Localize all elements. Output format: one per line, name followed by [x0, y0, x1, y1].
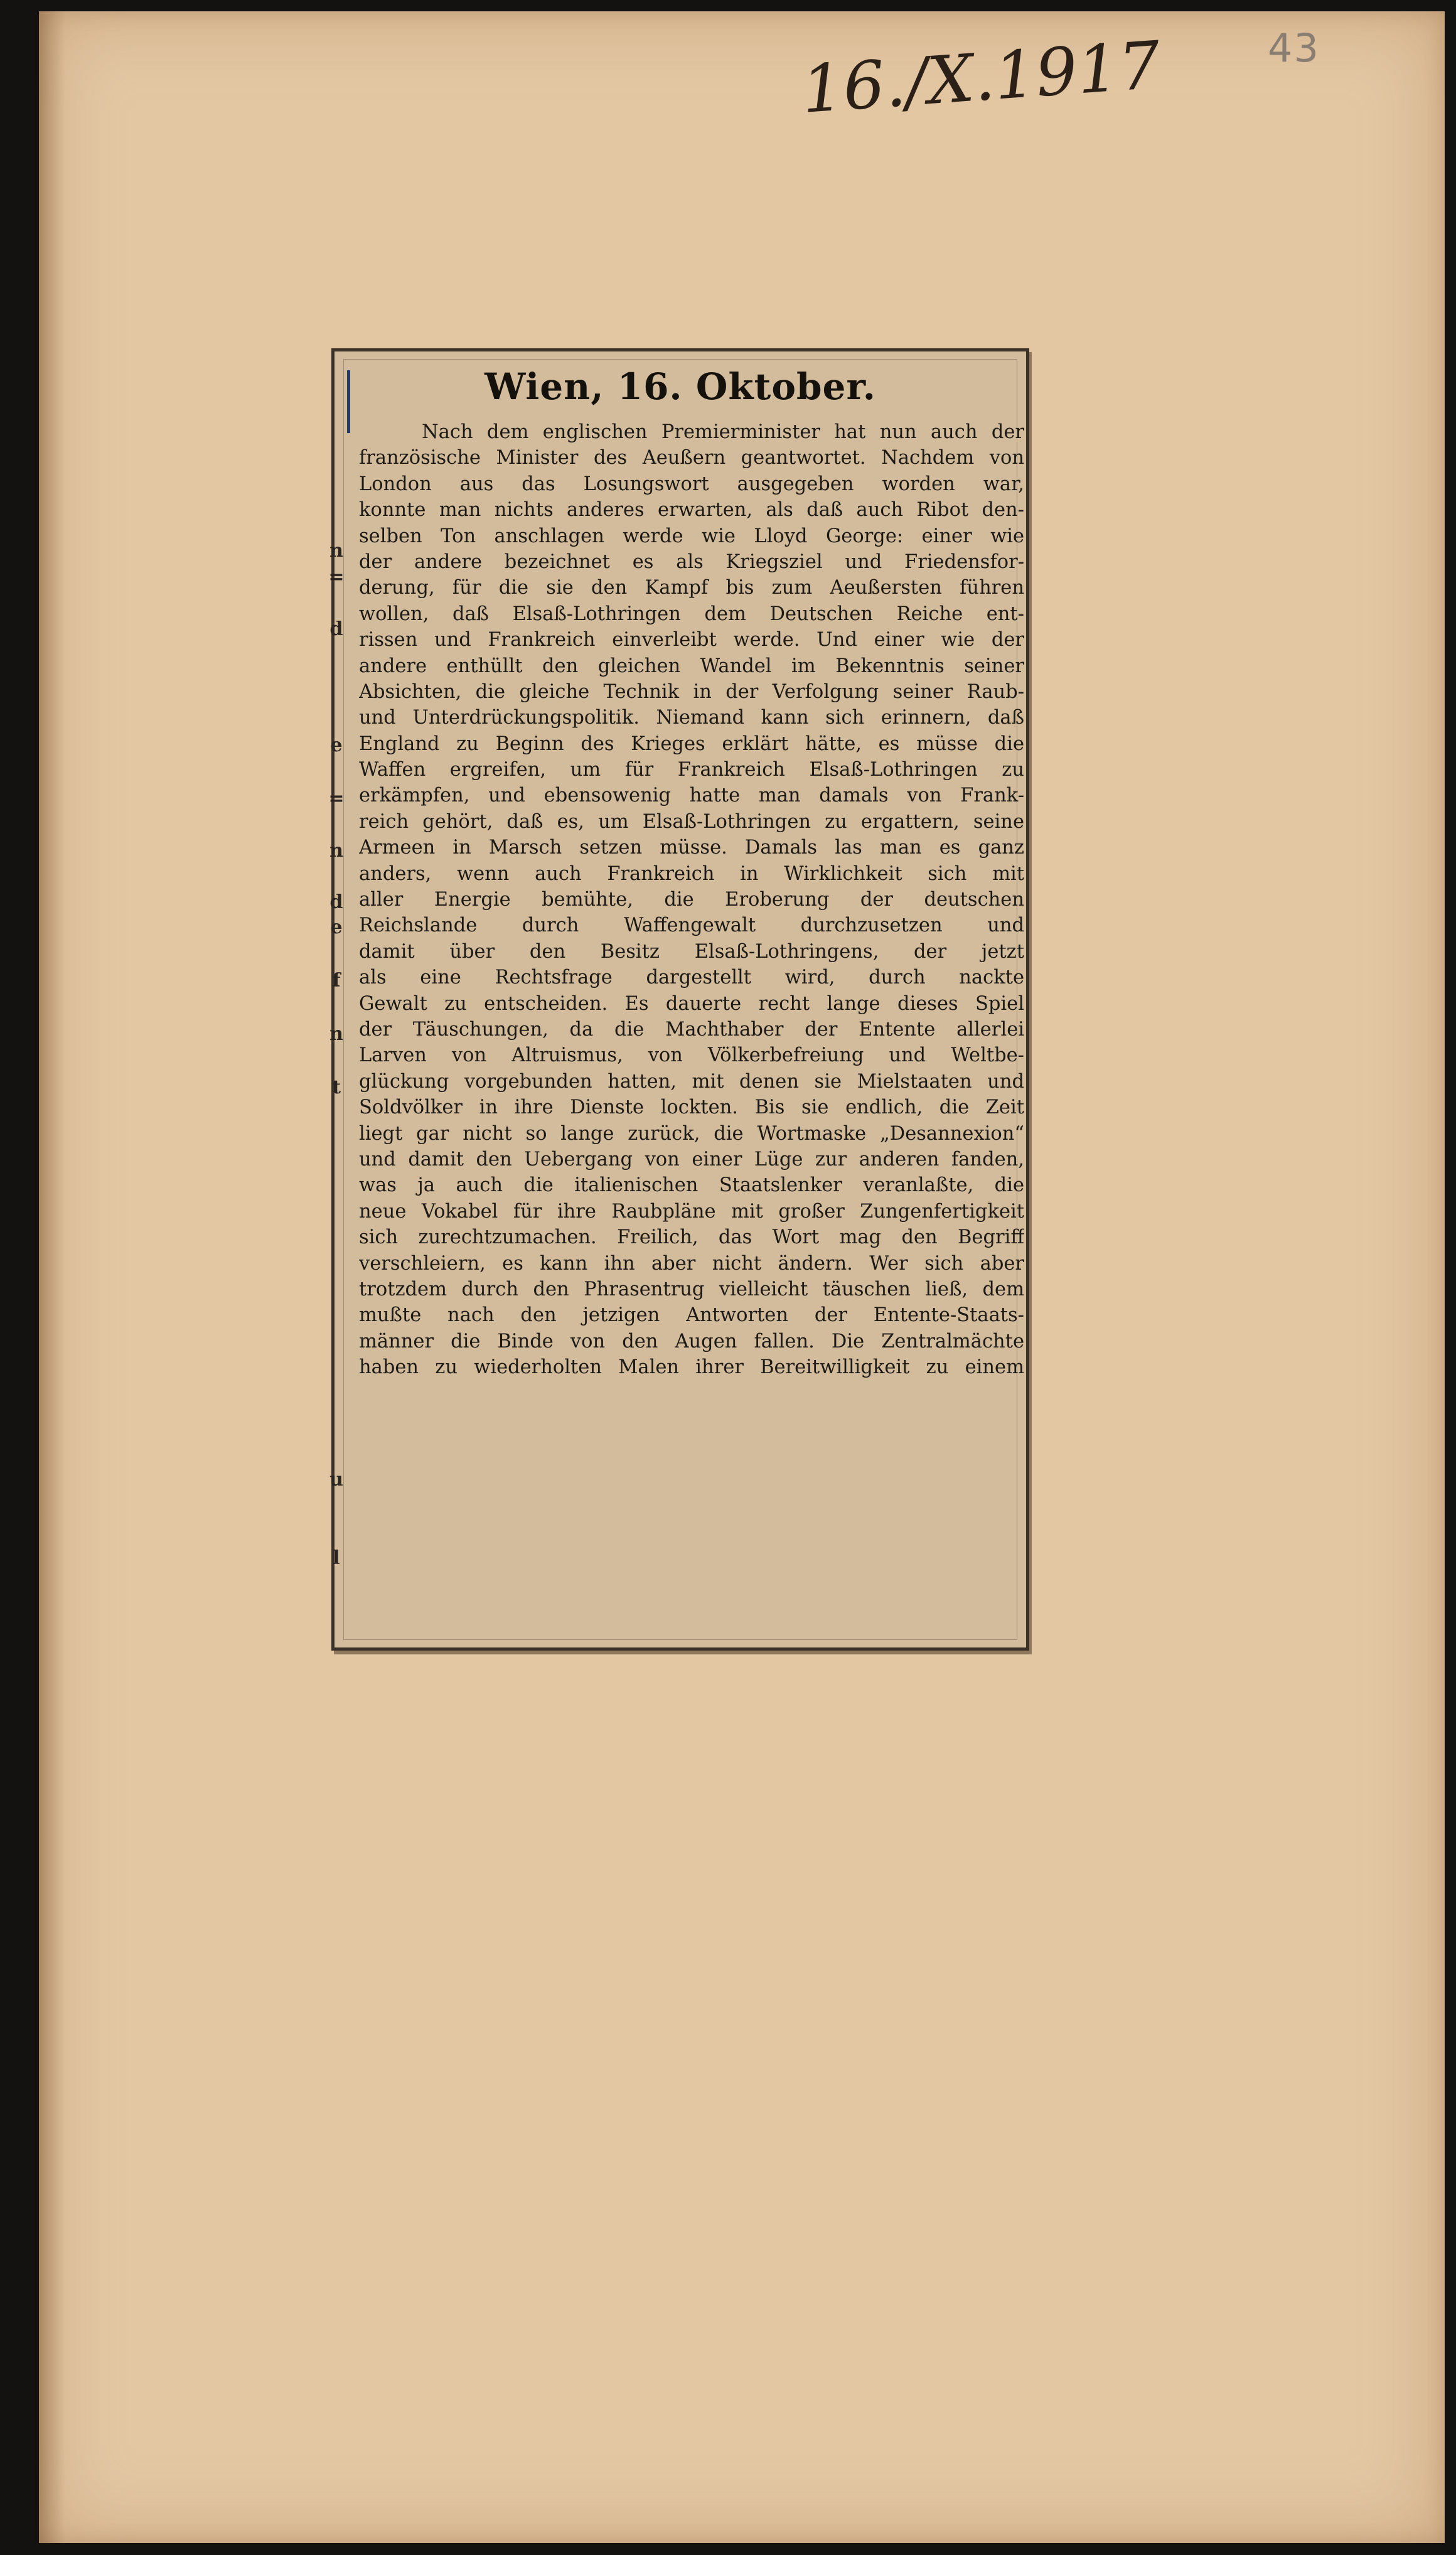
article-line: als eine Rechtsfrage dargestellt wird, durch nackte — [359, 967, 1024, 989]
article-line: aller Energie bemühte, die Eroberung der deutschen — [359, 889, 1024, 911]
article-line: rissen und Frankreich einverleibt werde. Und einer wie der — [359, 629, 1024, 651]
margin-fragment: = — [328, 566, 345, 588]
article-line: derung, für die sie den Kampf bis zum Aeußersten führen — [359, 577, 1024, 599]
margin-fragment: d — [329, 891, 343, 913]
article-line: verschleiern, es kann ihn aber nicht ändern. Wer sich aber — [359, 1252, 1024, 1275]
margin-fragment: u — [329, 1469, 343, 1491]
margin-fragment: n — [329, 540, 343, 562]
article-line: trotzdem durch den Phrasentrug vielleicht täuschen ließ, dem — [359, 1278, 1024, 1300]
handwritten-date: 16./X.1917 — [799, 26, 1163, 129]
article-line: Waffen ergreifen, um für Frankreich Elsaß-Lothringen zu — [359, 759, 1024, 781]
article-headline: Wien, 16. Oktober. — [484, 365, 876, 408]
margin-fragment: d — [329, 618, 343, 640]
article-line: konnte man nichts anderes erwarten, als daß auch Ribot den- — [359, 499, 1024, 522]
article-line: damit über den Besitz Elsaß-Lothringens, der jetzt — [359, 940, 1024, 963]
article-line: was ja auch die italienischen Staatslenker veranlaßte, die — [359, 1174, 1024, 1197]
article-line: und Unterdrückungspolitik. Niemand kann sich erinnern, daß — [359, 707, 1024, 729]
article-line: glückung vorgebunden hatten, mit denen sie Mielstaaten und — [359, 1070, 1024, 1093]
article-line: der andere bezeichnet es als Kriegsziel und Friedensfor- — [359, 550, 1024, 573]
margin-fragment: l — [333, 1547, 340, 1569]
article-line: Nach dem englischen Premierminister hat nun auch der — [422, 421, 1024, 443]
margin-fragment: = — [328, 788, 345, 810]
article-body — [359, 419, 1024, 1380]
article-line: französische Minister des Aeußern geantwortet. Nachdem von — [359, 447, 1024, 469]
article-line: Reichslande durch Waffengewalt durchzusetzen und — [359, 914, 1024, 937]
article-line: liegt gar nicht so lange zurück, die Wortmaske „Desannexion“ — [359, 1122, 1024, 1145]
margin-fragment: e — [330, 734, 343, 756]
margin-fragment: n — [329, 840, 343, 862]
article-line: männer die Binde von den Augen fallen. Die Zentralmächte — [359, 1330, 1024, 1352]
article-line: Gewalt zu entscheiden. Es dauerte recht lange dieses Spiel — [359, 992, 1024, 1015]
article-line: anders, wenn auch Frankreich in Wirklichkeit sich mit — [359, 862, 1024, 885]
article-line: Larven von Altruismus, von Völkerbefreiung und Weltbe- — [359, 1044, 1024, 1067]
article-line: haben zu wiederholten Malen ihrer Bereitwilligkeit zu einem — [359, 1356, 1024, 1379]
article-line: Armeen in Marsch setzen müsse. Damals las man es ganz — [359, 837, 1024, 859]
article-line: erkämpfen, und ebensowenig hatte man damals von Frank- — [359, 785, 1024, 807]
edge-stain — [39, 11, 65, 2543]
article-line: neue Vokabel für ihre Raubpläne mit großer Zungenfertigkeit — [359, 1200, 1024, 1223]
article-line: England zu Beginn des Krieges erklärt hätte, es müsse die — [359, 732, 1024, 755]
article-line: wollen, daß Elsaß-Lothringen dem Deutschen Reiche ent- — [359, 603, 1024, 625]
article-line: selben Ton anschlagen werde wie Lloyd George: einer wie — [359, 525, 1024, 547]
margin-fragment: n — [329, 1023, 343, 1045]
article-line: sich zurechtzumachen. Freilich, das Wort mag den Begriff — [359, 1226, 1024, 1249]
margin-fragment: f — [332, 970, 341, 992]
article-line: andere enthüllt den gleichen Wandel im Bekenntnis seiner — [359, 655, 1024, 677]
article-line: Absichten, die gleiche Technik in der Verfolgung seiner Raub- — [359, 680, 1024, 703]
margin-fragment: t — [332, 1076, 341, 1098]
article-line: Soldvölker in ihre Dienste lockten. Bis sie endlich, die Zeit — [359, 1096, 1024, 1119]
article-line: London aus das Losungswort ausgegeben worden war, — [359, 473, 1024, 495]
article-line: der Täuschungen, da die Machthaber der Entente allerlei — [359, 1018, 1024, 1041]
margin-fragment: e — [330, 916, 343, 938]
article-line: mußte nach den jetzigen Antworten der Entente-Staats- — [359, 1304, 1024, 1327]
article-line: reich gehört, daß es, um Elsaß-Lothringen zu ergattern, seine — [359, 810, 1024, 833]
article-line: und damit den Uebergang von einer Lüge zur anderen fanden, — [359, 1148, 1024, 1170]
pencil-page-number: 43 — [1268, 25, 1320, 71]
